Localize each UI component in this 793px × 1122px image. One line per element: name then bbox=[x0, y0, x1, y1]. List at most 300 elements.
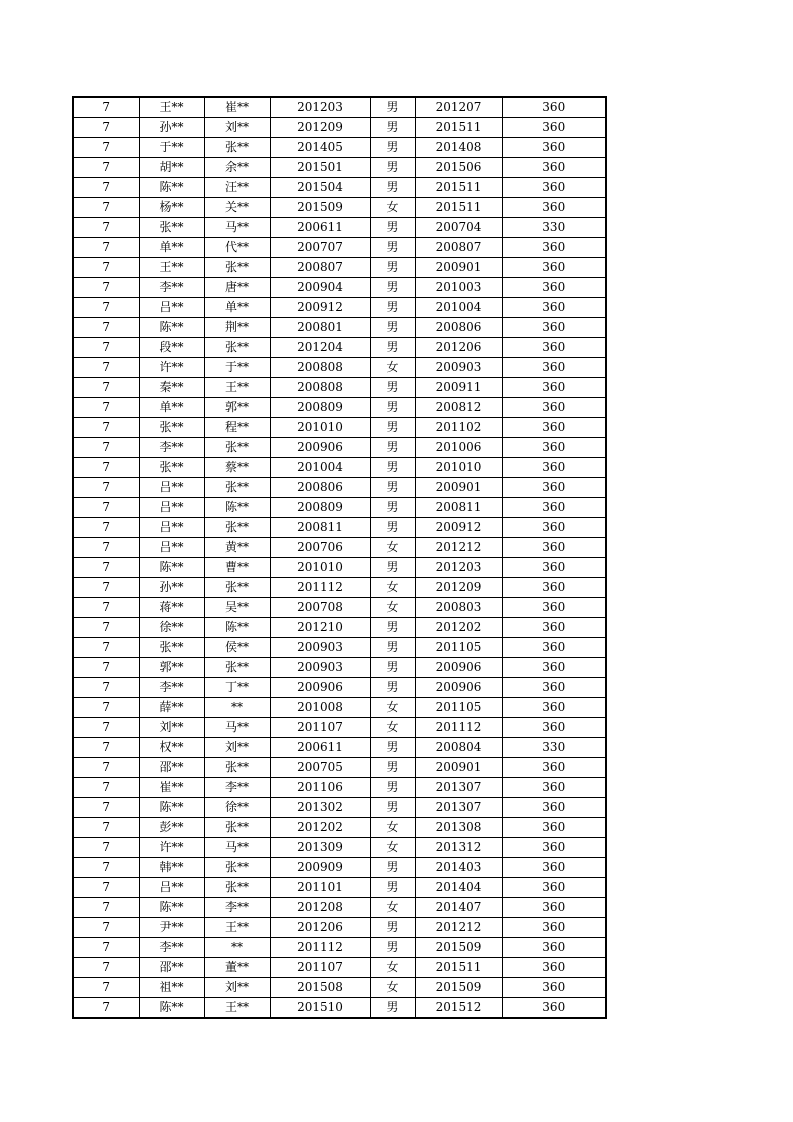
table-row bbox=[73, 178, 606, 198]
related-name-cell: 曹** bbox=[204, 558, 270, 578]
end-date-cell: 201506 bbox=[415, 158, 502, 178]
gender-cell: 男 bbox=[370, 558, 415, 578]
start-date-cell: 200707 bbox=[270, 238, 370, 258]
name-cell: 薛** bbox=[139, 698, 204, 718]
name-cell: 陈** bbox=[139, 558, 204, 578]
gender-cell: 男 bbox=[370, 858, 415, 878]
category-cell: 7 bbox=[73, 538, 139, 558]
category-cell: 7 bbox=[73, 758, 139, 778]
related-name-cell: 徐** bbox=[204, 798, 270, 818]
end-date-cell: 201403 bbox=[415, 858, 502, 878]
related-name-cell: 王** bbox=[204, 918, 270, 938]
amount-cell: 360 bbox=[502, 798, 606, 818]
related-name-cell: 张** bbox=[204, 758, 270, 778]
category-cell: 7 bbox=[73, 558, 139, 578]
start-date-cell: 201508 bbox=[270, 978, 370, 998]
end-date-cell: 201206 bbox=[415, 338, 502, 358]
start-date-cell: 201010 bbox=[270, 558, 370, 578]
category-cell: 7 bbox=[73, 938, 139, 958]
name-cell: 张** bbox=[139, 638, 204, 658]
end-date-cell: 200911 bbox=[415, 378, 502, 398]
end-date-cell: 201105 bbox=[415, 698, 502, 718]
name-cell: 胡** bbox=[139, 158, 204, 178]
related-name-cell: ** bbox=[204, 938, 270, 958]
amount-cell: 360 bbox=[502, 678, 606, 698]
name-cell: 杨** bbox=[139, 198, 204, 218]
end-date-cell: 200901 bbox=[415, 478, 502, 498]
end-date-cell: 200812 bbox=[415, 398, 502, 418]
end-date-cell: 200806 bbox=[415, 318, 502, 338]
name-cell: 李** bbox=[139, 678, 204, 698]
name-cell: 张** bbox=[139, 218, 204, 238]
amount-cell: 360 bbox=[502, 878, 606, 898]
start-date-cell: 201510 bbox=[270, 998, 370, 1019]
end-date-cell: 200906 bbox=[415, 678, 502, 698]
name-cell: 权** bbox=[139, 738, 204, 758]
related-name-cell: 张** bbox=[204, 858, 270, 878]
amount-cell: 360 bbox=[502, 298, 606, 318]
related-name-cell: 关** bbox=[204, 198, 270, 218]
related-name-cell: 代** bbox=[204, 238, 270, 258]
related-name-cell: 陈** bbox=[204, 498, 270, 518]
table-row bbox=[73, 458, 606, 478]
gender-cell: 女 bbox=[370, 718, 415, 738]
table-row bbox=[73, 298, 606, 318]
end-date-cell: 200912 bbox=[415, 518, 502, 538]
name-cell: 彭** bbox=[139, 818, 204, 838]
related-name-cell: 马** bbox=[204, 718, 270, 738]
table-row bbox=[73, 598, 606, 618]
related-name-cell: 刘** bbox=[204, 978, 270, 998]
amount-cell: 360 bbox=[502, 278, 606, 298]
end-date-cell: 201112 bbox=[415, 718, 502, 738]
table-row bbox=[73, 898, 606, 918]
name-cell: 孙** bbox=[139, 118, 204, 138]
gender-cell: 女 bbox=[370, 958, 415, 978]
table-row bbox=[73, 738, 606, 758]
related-name-cell: ** bbox=[204, 698, 270, 718]
category-cell: 7 bbox=[73, 318, 139, 338]
category-cell: 7 bbox=[73, 798, 139, 818]
related-name-cell: 刘** bbox=[204, 118, 270, 138]
start-date-cell: 201010 bbox=[270, 418, 370, 438]
gender-cell: 男 bbox=[370, 458, 415, 478]
gender-cell: 男 bbox=[370, 498, 415, 518]
name-cell: 秦** bbox=[139, 378, 204, 398]
category-cell: 7 bbox=[73, 658, 139, 678]
amount-cell: 360 bbox=[502, 318, 606, 338]
start-date-cell: 200909 bbox=[270, 858, 370, 878]
start-date-cell: 201107 bbox=[270, 958, 370, 978]
gender-cell: 男 bbox=[370, 998, 415, 1019]
gender-cell: 男 bbox=[370, 518, 415, 538]
end-date-cell: 201308 bbox=[415, 818, 502, 838]
end-date-cell: 201511 bbox=[415, 198, 502, 218]
end-date-cell: 201307 bbox=[415, 778, 502, 798]
table-row bbox=[73, 878, 606, 898]
related-name-cell: 马** bbox=[204, 838, 270, 858]
start-date-cell: 201106 bbox=[270, 778, 370, 798]
gender-cell: 男 bbox=[370, 338, 415, 358]
table-row bbox=[73, 798, 606, 818]
gender-cell: 男 bbox=[370, 118, 415, 138]
related-name-cell: 马** bbox=[204, 218, 270, 238]
end-date-cell: 201004 bbox=[415, 298, 502, 318]
related-name-cell: 吴** bbox=[204, 598, 270, 618]
category-cell: 7 bbox=[73, 238, 139, 258]
name-cell: 李** bbox=[139, 938, 204, 958]
name-cell: 尹** bbox=[139, 918, 204, 938]
table-row bbox=[73, 638, 606, 658]
name-cell: 李** bbox=[139, 438, 204, 458]
table-row bbox=[73, 438, 606, 458]
amount-cell: 360 bbox=[502, 958, 606, 978]
name-cell: 吕** bbox=[139, 878, 204, 898]
start-date-cell: 200811 bbox=[270, 518, 370, 538]
table-row bbox=[73, 238, 606, 258]
gender-cell: 男 bbox=[370, 418, 415, 438]
end-date-cell: 201212 bbox=[415, 918, 502, 938]
start-date-cell: 200809 bbox=[270, 398, 370, 418]
related-name-cell: 程** bbox=[204, 418, 270, 438]
related-name-cell: 王** bbox=[204, 998, 270, 1019]
start-date-cell: 201504 bbox=[270, 178, 370, 198]
gender-cell: 男 bbox=[370, 218, 415, 238]
start-date-cell: 200801 bbox=[270, 318, 370, 338]
related-name-cell: 侯** bbox=[204, 638, 270, 658]
start-date-cell: 201509 bbox=[270, 198, 370, 218]
category-cell: 7 bbox=[73, 978, 139, 998]
name-cell: 吕** bbox=[139, 478, 204, 498]
start-date-cell: 200806 bbox=[270, 478, 370, 498]
end-date-cell: 201407 bbox=[415, 898, 502, 918]
table-row bbox=[73, 978, 606, 998]
end-date-cell: 201102 bbox=[415, 418, 502, 438]
table-row bbox=[73, 918, 606, 938]
table-row bbox=[73, 198, 606, 218]
category-cell: 7 bbox=[73, 698, 139, 718]
name-cell: 王** bbox=[139, 97, 204, 118]
category-cell: 7 bbox=[73, 858, 139, 878]
start-date-cell: 201107 bbox=[270, 718, 370, 738]
table-row bbox=[73, 678, 606, 698]
gender-cell: 男 bbox=[370, 178, 415, 198]
name-cell: 刘** bbox=[139, 718, 204, 738]
related-name-cell: 张** bbox=[204, 478, 270, 498]
table-row bbox=[73, 398, 606, 418]
start-date-cell: 200906 bbox=[270, 678, 370, 698]
category-cell: 7 bbox=[73, 138, 139, 158]
name-cell: 祖** bbox=[139, 978, 204, 998]
category-cell: 7 bbox=[73, 298, 139, 318]
related-name-cell: 张** bbox=[204, 518, 270, 538]
start-date-cell: 201112 bbox=[270, 938, 370, 958]
amount-cell: 360 bbox=[502, 698, 606, 718]
end-date-cell: 201203 bbox=[415, 558, 502, 578]
start-date-cell: 201203 bbox=[270, 97, 370, 118]
amount-cell: 360 bbox=[502, 538, 606, 558]
table-row bbox=[73, 718, 606, 738]
name-cell: 张** bbox=[139, 458, 204, 478]
category-cell: 7 bbox=[73, 118, 139, 138]
amount-cell: 360 bbox=[502, 618, 606, 638]
table-row bbox=[73, 658, 606, 678]
end-date-cell: 201509 bbox=[415, 978, 502, 998]
amount-cell: 360 bbox=[502, 238, 606, 258]
related-name-cell: 李** bbox=[204, 898, 270, 918]
start-date-cell: 200809 bbox=[270, 498, 370, 518]
start-date-cell: 201004 bbox=[270, 458, 370, 478]
table-row bbox=[73, 97, 606, 118]
gender-cell: 男 bbox=[370, 278, 415, 298]
gender-cell: 男 bbox=[370, 778, 415, 798]
table-row bbox=[73, 318, 606, 338]
start-date-cell: 200903 bbox=[270, 638, 370, 658]
name-cell: 吕** bbox=[139, 538, 204, 558]
table-row bbox=[73, 818, 606, 838]
amount-cell: 360 bbox=[502, 858, 606, 878]
amount-cell: 360 bbox=[502, 978, 606, 998]
table-row bbox=[73, 418, 606, 438]
table-row bbox=[73, 278, 606, 298]
name-cell: 徐** bbox=[139, 618, 204, 638]
amount-cell: 360 bbox=[502, 558, 606, 578]
category-cell: 7 bbox=[73, 738, 139, 758]
end-date-cell: 201408 bbox=[415, 138, 502, 158]
start-date-cell: 200706 bbox=[270, 538, 370, 558]
related-name-cell: 郭** bbox=[204, 398, 270, 418]
related-name-cell: 黄** bbox=[204, 538, 270, 558]
category-cell: 7 bbox=[73, 598, 139, 618]
related-name-cell: 蔡** bbox=[204, 458, 270, 478]
end-date-cell: 200906 bbox=[415, 658, 502, 678]
name-cell: 邵** bbox=[139, 958, 204, 978]
table-row bbox=[73, 998, 606, 1019]
category-cell: 7 bbox=[73, 518, 139, 538]
related-name-cell: 李** bbox=[204, 778, 270, 798]
name-cell: 吕** bbox=[139, 298, 204, 318]
name-cell: 邵** bbox=[139, 758, 204, 778]
related-name-cell: 张** bbox=[204, 438, 270, 458]
end-date-cell: 201207 bbox=[415, 97, 502, 118]
name-cell: 张** bbox=[139, 418, 204, 438]
related-name-cell: 张** bbox=[204, 658, 270, 678]
gender-cell: 男 bbox=[370, 678, 415, 698]
end-date-cell: 201512 bbox=[415, 998, 502, 1019]
related-name-cell: 单** bbox=[204, 298, 270, 318]
start-date-cell: 200906 bbox=[270, 438, 370, 458]
related-name-cell: 张** bbox=[204, 338, 270, 358]
gender-cell: 女 bbox=[370, 578, 415, 598]
table-row bbox=[73, 118, 606, 138]
table-row bbox=[73, 498, 606, 518]
category-cell: 7 bbox=[73, 638, 139, 658]
gender-cell: 男 bbox=[370, 638, 415, 658]
table-row bbox=[73, 158, 606, 178]
end-date-cell: 201105 bbox=[415, 638, 502, 658]
related-name-cell: 张** bbox=[204, 258, 270, 278]
start-date-cell: 200807 bbox=[270, 258, 370, 278]
amount-cell: 360 bbox=[502, 97, 606, 118]
amount-cell: 360 bbox=[502, 178, 606, 198]
end-date-cell: 200901 bbox=[415, 758, 502, 778]
category-cell: 7 bbox=[73, 578, 139, 598]
category-cell: 7 bbox=[73, 458, 139, 478]
amount-cell: 360 bbox=[502, 938, 606, 958]
related-name-cell: 张** bbox=[204, 578, 270, 598]
end-date-cell: 201006 bbox=[415, 438, 502, 458]
amount-cell: 360 bbox=[502, 658, 606, 678]
table-row bbox=[73, 138, 606, 158]
related-name-cell: 陈** bbox=[204, 618, 270, 638]
name-cell: 王** bbox=[139, 258, 204, 278]
end-date-cell: 200704 bbox=[415, 218, 502, 238]
end-date-cell: 201212 bbox=[415, 538, 502, 558]
start-date-cell: 201206 bbox=[270, 918, 370, 938]
table-row bbox=[73, 698, 606, 718]
start-date-cell: 200903 bbox=[270, 658, 370, 678]
amount-cell: 360 bbox=[502, 998, 606, 1019]
related-name-cell: 崔** bbox=[204, 97, 270, 118]
table-row bbox=[73, 518, 606, 538]
amount-cell: 360 bbox=[502, 778, 606, 798]
related-name-cell: 唐** bbox=[204, 278, 270, 298]
name-cell: 陈** bbox=[139, 998, 204, 1019]
end-date-cell: 201307 bbox=[415, 798, 502, 818]
gender-cell: 男 bbox=[370, 798, 415, 818]
gender-cell: 男 bbox=[370, 618, 415, 638]
category-cell: 7 bbox=[73, 718, 139, 738]
category-cell: 7 bbox=[73, 218, 139, 238]
category-cell: 7 bbox=[73, 618, 139, 638]
records-table bbox=[72, 96, 607, 1019]
related-name-cell: 刘** bbox=[204, 738, 270, 758]
name-cell: 于** bbox=[139, 138, 204, 158]
gender-cell: 男 bbox=[370, 878, 415, 898]
start-date-cell: 201210 bbox=[270, 618, 370, 638]
category-cell: 7 bbox=[73, 498, 139, 518]
amount-cell: 330 bbox=[502, 218, 606, 238]
end-date-cell: 200811 bbox=[415, 498, 502, 518]
category-cell: 7 bbox=[73, 198, 139, 218]
name-cell: 单** bbox=[139, 238, 204, 258]
category-cell: 7 bbox=[73, 678, 139, 698]
table-row bbox=[73, 378, 606, 398]
amount-cell: 360 bbox=[502, 478, 606, 498]
start-date-cell: 200708 bbox=[270, 598, 370, 618]
category-cell: 7 bbox=[73, 398, 139, 418]
gender-cell: 男 bbox=[370, 398, 415, 418]
end-date-cell: 201003 bbox=[415, 278, 502, 298]
amount-cell: 360 bbox=[502, 358, 606, 378]
amount-cell: 360 bbox=[502, 638, 606, 658]
category-cell: 7 bbox=[73, 158, 139, 178]
name-cell: 崔** bbox=[139, 778, 204, 798]
gender-cell: 男 bbox=[370, 97, 415, 118]
category-cell: 7 bbox=[73, 818, 139, 838]
gender-cell: 男 bbox=[370, 918, 415, 938]
related-name-cell: 丁** bbox=[204, 678, 270, 698]
related-name-cell: 王** bbox=[204, 378, 270, 398]
amount-cell: 360 bbox=[502, 518, 606, 538]
gender-cell: 女 bbox=[370, 898, 415, 918]
start-date-cell: 201209 bbox=[270, 118, 370, 138]
name-cell: 韩** bbox=[139, 858, 204, 878]
amount-cell: 360 bbox=[502, 598, 606, 618]
gender-cell: 男 bbox=[370, 318, 415, 338]
gender-cell: 女 bbox=[370, 818, 415, 838]
table-row bbox=[73, 358, 606, 378]
category-cell: 7 bbox=[73, 878, 139, 898]
end-date-cell: 201010 bbox=[415, 458, 502, 478]
gender-cell: 女 bbox=[370, 538, 415, 558]
table-row bbox=[73, 938, 606, 958]
category-cell: 7 bbox=[73, 358, 139, 378]
related-name-cell: 张** bbox=[204, 818, 270, 838]
category-cell: 7 bbox=[73, 258, 139, 278]
table-row bbox=[73, 618, 606, 638]
amount-cell: 360 bbox=[502, 458, 606, 478]
amount-cell: 360 bbox=[502, 398, 606, 418]
start-date-cell: 201501 bbox=[270, 158, 370, 178]
start-date-cell: 200904 bbox=[270, 278, 370, 298]
name-cell: 许** bbox=[139, 358, 204, 378]
gender-cell: 女 bbox=[370, 978, 415, 998]
gender-cell: 男 bbox=[370, 938, 415, 958]
end-date-cell: 201511 bbox=[415, 118, 502, 138]
start-date-cell: 201208 bbox=[270, 898, 370, 918]
related-name-cell: 余** bbox=[204, 158, 270, 178]
start-date-cell: 200808 bbox=[270, 358, 370, 378]
gender-cell: 男 bbox=[370, 238, 415, 258]
amount-cell: 360 bbox=[502, 378, 606, 398]
gender-cell: 男 bbox=[370, 658, 415, 678]
end-date-cell: 201511 bbox=[415, 178, 502, 198]
end-date-cell: 200903 bbox=[415, 358, 502, 378]
gender-cell: 男 bbox=[370, 258, 415, 278]
gender-cell: 男 bbox=[370, 758, 415, 778]
amount-cell: 360 bbox=[502, 578, 606, 598]
start-date-cell: 201112 bbox=[270, 578, 370, 598]
table-row bbox=[73, 958, 606, 978]
related-name-cell: 张** bbox=[204, 138, 270, 158]
table-row bbox=[73, 338, 606, 358]
name-cell: 陈** bbox=[139, 318, 204, 338]
end-date-cell: 200901 bbox=[415, 258, 502, 278]
category-cell: 7 bbox=[73, 97, 139, 118]
table-row bbox=[73, 478, 606, 498]
name-cell: 郭** bbox=[139, 658, 204, 678]
category-cell: 7 bbox=[73, 338, 139, 358]
name-cell: 单** bbox=[139, 398, 204, 418]
gender-cell: 女 bbox=[370, 198, 415, 218]
end-date-cell: 201202 bbox=[415, 618, 502, 638]
start-date-cell: 201204 bbox=[270, 338, 370, 358]
gender-cell: 男 bbox=[370, 478, 415, 498]
amount-cell: 360 bbox=[502, 418, 606, 438]
start-date-cell: 201405 bbox=[270, 138, 370, 158]
end-date-cell: 201209 bbox=[415, 578, 502, 598]
category-cell: 7 bbox=[73, 898, 139, 918]
category-cell: 7 bbox=[73, 438, 139, 458]
related-name-cell: 董** bbox=[204, 958, 270, 978]
end-date-cell: 200804 bbox=[415, 738, 502, 758]
end-date-cell: 201404 bbox=[415, 878, 502, 898]
start-date-cell: 200611 bbox=[270, 738, 370, 758]
category-cell: 7 bbox=[73, 418, 139, 438]
gender-cell: 男 bbox=[370, 298, 415, 318]
related-name-cell: 张** bbox=[204, 878, 270, 898]
